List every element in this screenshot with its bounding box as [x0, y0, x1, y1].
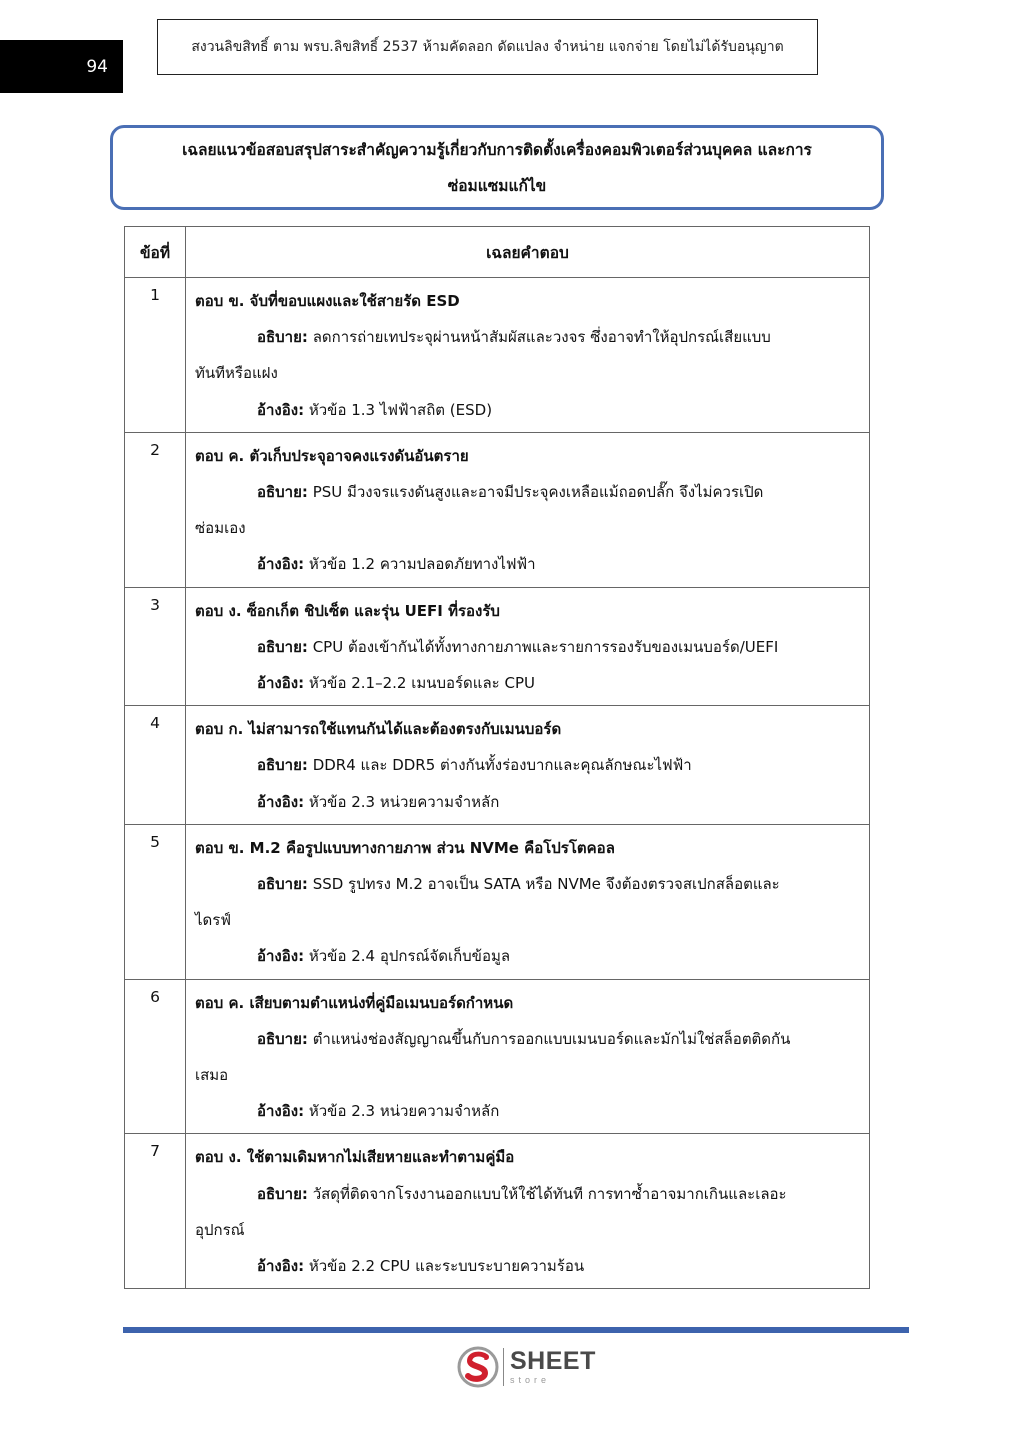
page-number: 94: [86, 56, 108, 77]
question-number: 1: [125, 278, 186, 433]
reference: [195, 392, 859, 428]
answer-line: ตอบ ค. เสียบตามตำแหน่งที่คู่มือเมนบอร์ดกำหนด: [195, 993, 514, 1012]
explain-continuation: เสมอ: [195, 1066, 229, 1085]
title-line-1: เฉลยแนวข้อสอบสรุปสาระสำคัญความรู้เกี่ยวกับการติดตั้งเครื่องคอมพิวเตอร์ส่วนบุคคล และการ: [182, 140, 812, 159]
question-number: 6: [125, 979, 186, 1134]
sheet-store-s-icon: [457, 1346, 499, 1388]
page-number-tab: [0, 40, 123, 93]
ref-label: อ้างอิง:: [257, 1102, 305, 1121]
answer-line: ตอบ ก. ไม่สามารถใช้แทนกันได้และต้องตรงกับเมนบอร์ด: [195, 720, 562, 739]
ref-text: หัวข้อ 2.3 หน่วยความจำหลัก: [308, 1102, 500, 1121]
answer-cell: [186, 432, 870, 587]
question-number: 3: [125, 587, 186, 706]
explain-text: PSU มีวงจรแรงดันสูงและอาจมีประจุคงเหลือแม้ถอดปลั๊ก จึงไม่ควรเปิด: [312, 483, 764, 502]
explanation: [195, 866, 859, 902]
answer-line: ตอบ ง. ใช้ตามเดิมหากไม่เสียหายและทำตามคู่มือ: [195, 1148, 515, 1167]
explain-label: อธิบาย:: [257, 483, 308, 502]
ref-label: อ้างอิง:: [257, 792, 305, 811]
reference: [195, 665, 859, 701]
answer-line: ตอบ ค. ตัวเก็บประจุอาจคงแรงดันอันตราย: [195, 446, 469, 465]
table-row: [125, 979, 870, 1134]
logo-text: [510, 1349, 596, 1385]
ref-text: หัวข้อ 2.2 CPU และระบบระบายความร้อน: [308, 1257, 585, 1276]
explain-text: DDR4 และ DDR5 ต่างกันทั้งร่องบากและคุณลักษณะไฟฟ้า: [312, 756, 692, 775]
logo-sub-text: store: [510, 1375, 551, 1385]
reference: [195, 1093, 859, 1129]
question-number: 7: [125, 1134, 186, 1289]
reference: [195, 938, 859, 974]
question-number: 2: [125, 432, 186, 587]
explain-continuation: ซ่อมเอง: [195, 519, 246, 538]
logo-divider: [503, 1348, 504, 1386]
answer-cell: [186, 1134, 870, 1289]
explain-label: อธิบาย:: [257, 1029, 308, 1048]
sheet-store-logo: [457, 1346, 596, 1388]
explanation: [195, 1021, 859, 1057]
footer-divider: [123, 1327, 909, 1333]
question-number: 4: [125, 706, 186, 825]
answer-table: [124, 226, 870, 1289]
ref-text: หัวข้อ 1.2 ความปลอดภัยทางไฟฟ้า: [308, 555, 536, 574]
copyright-text: สงวนลิขสิทธิ์ ตาม พรบ.ลิขสิทธิ์ 2537 ห้ามคัดลอก ดัดแปลง จำหน่าย แจกจ่าย โดยไม่ได้รับอนุญาต: [191, 39, 784, 55]
explanation: [195, 747, 859, 783]
answer-cell: [186, 979, 870, 1134]
title-line-2: ซ่อมแซมแก้ไข: [447, 176, 547, 195]
explain-label: อธิบาย:: [257, 328, 308, 347]
explain-label: อธิบาย:: [257, 1184, 308, 1203]
answer-line: ตอบ ง. ซ็อกเก็ต ชิปเซ็ต และรุ่น UEFI ที่รองรับ: [195, 601, 500, 620]
ref-text: หัวข้อ 1.3 ไฟฟ้าสถิต (ESD): [308, 400, 493, 419]
page-title: [110, 125, 884, 210]
explain-continuation: อุปกรณ์: [195, 1220, 245, 1239]
answer-table-body: [125, 278, 870, 1289]
explain-text: ตำแหน่งช่องสัญญาณขึ้นกับการออกแบบเมนบอร์ดและมักไม่ใช่สล็อตติดกัน: [312, 1029, 791, 1048]
table-row: [125, 706, 870, 825]
explanation: [195, 1176, 859, 1212]
explain-text: ลดการถ่ายเทประจุผ่านหน้าสัมผัสและวงจร ซึ่งอาจทำให้อุปกรณ์เสียแบบ: [312, 328, 771, 347]
explain-continuation: ไดรฟ์: [195, 911, 231, 930]
ref-label: อ้างอิง:: [257, 947, 305, 966]
explain-continuation: ทันทีหรือแฝง: [195, 364, 278, 383]
ref-text: หัวข้อ 2.1–2.2 เมนบอร์ดและ CPU: [308, 674, 535, 693]
col-header-answer: เฉลยคำตอบ: [186, 227, 870, 278]
table-row: [125, 432, 870, 587]
explain-text: SSD รูปทรง M.2 อาจเป็น SATA หรือ NVMe จึงต้องตรวจสเปกสล็อตและ: [312, 875, 780, 894]
answer-cell: [186, 706, 870, 825]
ref-text: หัวข้อ 2.4 อุปกรณ์จัดเก็บข้อมูล: [308, 947, 511, 966]
ref-label: อ้างอิง:: [257, 400, 305, 419]
question-number: 5: [125, 824, 186, 979]
answer-line: ตอบ ข. จับที่ขอบแผงและใช้สายรัด ESD: [195, 292, 460, 310]
explanation: [195, 629, 859, 665]
answer-cell: [186, 824, 870, 979]
table-row: [125, 1134, 870, 1289]
logo-main-text: SHEET: [510, 1347, 596, 1375]
copyright-notice: [157, 19, 818, 75]
reference: [195, 546, 859, 582]
answer-cell: [186, 278, 870, 433]
explain-label: อธิบาย:: [257, 875, 308, 894]
ref-label: อ้างอิง:: [257, 674, 305, 693]
ref-text: หัวข้อ 2.3 หน่วยความจำหลัก: [308, 792, 500, 811]
col-header-no: ข้อที่: [125, 227, 186, 278]
table-row: [125, 824, 870, 979]
table-header-row: [125, 227, 870, 278]
explanation: [195, 474, 859, 510]
table-row: [125, 587, 870, 706]
ref-label: อ้างอิง:: [257, 1257, 305, 1276]
explain-text: CPU ต้องเข้ากันได้ทั้งทางกายภาพและรายการรองรับของเมนบอร์ด/UEFI: [312, 637, 779, 656]
reference: [195, 784, 859, 820]
explain-text: วัสดุที่ติดจากโรงงานออกแบบให้ใช้ได้ทันที การทาซ้ำอาจมากเกินและเลอะ: [312, 1184, 787, 1203]
reference: [195, 1248, 859, 1284]
explanation: [195, 319, 859, 355]
answer-line: ตอบ ข. M.2 คือรูปแบบทางกายภาพ ส่วน NVMe คือโปรโตคอล: [195, 838, 615, 857]
ref-label: อ้างอิง:: [257, 555, 305, 574]
answer-cell: [186, 587, 870, 706]
explain-label: อธิบาย:: [257, 756, 308, 775]
table-row: [125, 278, 870, 433]
explain-label: อธิบาย:: [257, 637, 308, 656]
